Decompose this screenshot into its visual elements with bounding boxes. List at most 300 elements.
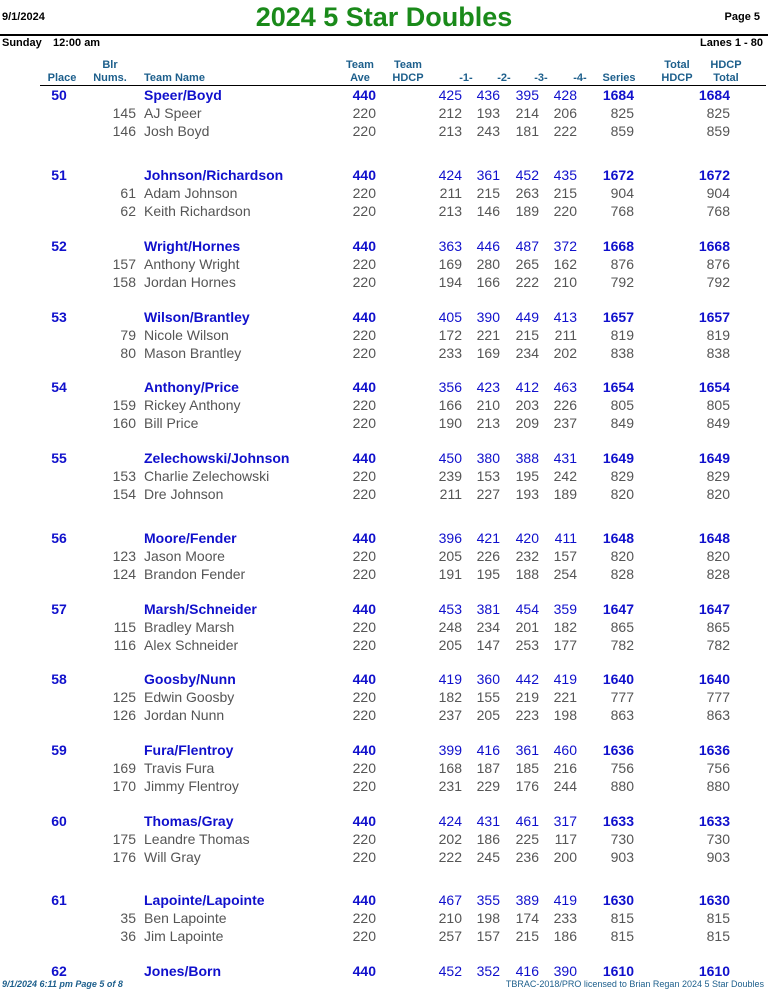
bowler-row (0, 927, 768, 945)
bowler-row (0, 273, 768, 291)
bowler-game-4: 221 (553, 689, 577, 705)
bowler-hdcp-total: 730 (706, 831, 730, 847)
team-hdcp-total: 1649 (698, 450, 730, 466)
team-game-2: 361 (476, 167, 500, 183)
bowler-number: 62 (120, 203, 136, 219)
bowler-hdcp-total: 819 (706, 327, 730, 343)
bowler-game-1: 169 (438, 256, 462, 272)
team-series: 1636 (602, 742, 634, 758)
bowler-name: Alex Schneider (144, 637, 239, 653)
bowler-game-4: 189 (553, 486, 577, 502)
bowler-game-1: 190 (438, 415, 462, 431)
bowler-game-4: 244 (553, 778, 577, 794)
team-series: 1610 (602, 963, 634, 979)
bowler-average: 220 (352, 637, 376, 653)
team-series: 1630 (602, 892, 634, 908)
bowler-average: 220 (352, 831, 376, 847)
bowler-game-2: 210 (476, 397, 500, 413)
bowler-game-3: 209 (515, 415, 539, 431)
session-time: 12:00 am (53, 37, 101, 49)
team-name: Marsh/Schneider (144, 601, 257, 617)
bowler-series: 820 (610, 486, 634, 502)
bowler-hdcp-total: 777 (706, 689, 730, 705)
team-place: 61 (51, 892, 67, 908)
team-name: Johnson/Richardson (144, 167, 284, 183)
bowler-game-2: 213 (476, 415, 500, 431)
team-game-4: 413 (553, 309, 577, 325)
bowler-name: Josh Boyd (144, 123, 210, 139)
team-average: 440 (352, 892, 376, 908)
bowler-game-1: 233 (438, 345, 462, 361)
bowler-number: 124 (112, 566, 136, 582)
bowler-row (0, 909, 768, 927)
bowler-average: 220 (352, 123, 376, 139)
team-place: 62 (51, 963, 67, 979)
bowler-game-4: 211 (554, 327, 577, 343)
team-game-3: 420 (515, 530, 539, 546)
bowler-game-3: 215 (515, 327, 539, 343)
bowler-series: 880 (610, 778, 634, 794)
team-name: Zelechowski/Johnson (144, 450, 290, 466)
bowler-name: Travis Fura (144, 760, 215, 776)
bowler-number: 169 (112, 760, 136, 776)
bowler-game-2: 226 (476, 548, 500, 564)
bowler-game-2: 186 (476, 831, 500, 847)
bowler-number: 35 (120, 910, 136, 926)
bowler-average: 220 (352, 345, 376, 361)
team-game-4: 390 (553, 963, 577, 979)
team-hdcp-total: 1684 (698, 87, 730, 103)
bowler-hdcp-total: 805 (706, 397, 730, 413)
bowler-game-1: 168 (438, 760, 462, 776)
bowler-row (0, 618, 768, 636)
team-game-3: 416 (515, 963, 539, 979)
bowler-game-1: 248 (438, 619, 462, 635)
col-team-hdcp (386, 59, 430, 85)
team-game-1: 396 (438, 530, 462, 546)
team-game-2: 352 (476, 963, 500, 979)
team-hdcp-total: 1672 (698, 167, 730, 183)
bowler-game-4: 216 (553, 760, 577, 776)
bowler-number: 36 (120, 928, 136, 944)
col-blr-nums (88, 59, 132, 85)
bowler-game-4: 254 (553, 566, 577, 582)
bowler-number: 145 (112, 105, 136, 121)
team-hdcp-total: 1630 (698, 892, 730, 908)
team-average: 440 (352, 309, 376, 325)
footer-left: 9/1/2024 6:11 pm Page 5 of 8 (2, 979, 123, 989)
bowler-series: 777 (610, 689, 634, 705)
bowler-game-1: 202 (438, 831, 462, 847)
bowler-game-3: 174 (515, 910, 539, 926)
team-game-3: 395 (515, 87, 539, 103)
bowler-row (0, 565, 768, 583)
team-series: 1640 (602, 671, 634, 687)
bowler-hdcp-total: 903 (706, 849, 730, 865)
bowler-name: Jordan Nunn (144, 707, 225, 723)
team-place: 52 (51, 238, 67, 254)
team-game-1: 467 (438, 892, 462, 908)
bowler-series: 805 (610, 397, 634, 413)
team-game-1: 450 (438, 450, 462, 466)
bowler-average: 220 (352, 707, 376, 723)
bowler-number: 175 (112, 831, 136, 847)
bowler-game-1: 205 (438, 548, 462, 564)
bowler-name: Jimmy Flentroy (144, 778, 239, 794)
bowler-game-2: 215 (476, 185, 500, 201)
bowler-game-2: 205 (476, 707, 500, 723)
bowler-game-2: 153 (476, 468, 500, 484)
col-team-hdcp-line2: HDCP (392, 72, 424, 84)
team-game-1: 425 (438, 87, 462, 103)
team-row (0, 308, 768, 326)
team-game-1: 399 (438, 742, 462, 758)
bowler-row (0, 414, 768, 432)
bowler-game-4: 162 (553, 256, 577, 272)
bowler-game-3: 195 (515, 468, 539, 484)
team-name: Moore/Fender (144, 530, 237, 546)
bowler-name: Nicole Wilson (144, 327, 229, 343)
team-game-4: 428 (553, 87, 577, 103)
team-average: 440 (352, 379, 376, 395)
bowler-series: 904 (610, 185, 634, 201)
team-place: 59 (51, 742, 67, 758)
bowler-game-4: 198 (553, 707, 577, 723)
bowler-hdcp-total: 825 (706, 105, 730, 121)
bowler-row (0, 396, 768, 414)
team-place: 50 (51, 87, 67, 103)
bowler-series: 768 (610, 203, 634, 219)
bowler-game-3: 185 (515, 760, 539, 776)
bowler-average: 220 (352, 468, 376, 484)
team-game-2: 416 (476, 742, 500, 758)
bowler-average: 220 (352, 274, 376, 290)
bowler-game-1: 172 (438, 327, 462, 343)
col-team-ave-line2: Ave (350, 72, 370, 84)
bowler-game-1: 210 (438, 910, 462, 926)
bowler-game-2: 193 (476, 105, 500, 121)
bowler-series: 815 (610, 928, 634, 944)
bowler-game-4: 220 (553, 203, 577, 219)
bowler-row (0, 547, 768, 565)
bowler-hdcp-total: 782 (706, 637, 730, 653)
bowler-series: 782 (610, 637, 634, 653)
page-number: Page 5 (724, 11, 760, 23)
bowler-row (0, 467, 768, 485)
bowler-series: 756 (610, 760, 634, 776)
bowler-game-2: 187 (476, 760, 500, 776)
team-name: Wright/Hornes (144, 238, 241, 254)
bowler-game-4: 117 (554, 831, 577, 847)
team-row (0, 237, 768, 255)
team-row (0, 166, 768, 184)
team-name: Lapointe/Lapointe (144, 892, 265, 908)
bowler-average: 220 (352, 778, 376, 794)
team-row (0, 891, 768, 909)
bowler-series: 903 (610, 849, 634, 865)
bowler-number: 125 (112, 689, 136, 705)
team-hdcp-total: 1636 (698, 742, 730, 758)
team-game-4: 460 (553, 742, 577, 758)
team-game-4: 359 (553, 601, 577, 617)
bowler-number: 160 (112, 415, 136, 431)
col-game-1: -1- (459, 72, 473, 84)
bowler-game-4: 200 (553, 849, 577, 865)
team-name: Fura/Flentroy (144, 742, 234, 758)
bowler-game-3: 225 (515, 831, 539, 847)
team-place: 55 (51, 450, 67, 466)
team-place: 54 (51, 379, 67, 395)
team-hdcp-total: 1668 (698, 238, 730, 254)
team-hdcp-total: 1657 (698, 309, 730, 325)
col-blr-line2: Nums. (93, 72, 127, 84)
bowler-game-4: 215 (553, 185, 577, 201)
team-name: Speer/Boyd (144, 87, 222, 103)
bowler-row (0, 830, 768, 848)
team-series: 1657 (602, 309, 634, 325)
bowler-game-1: 194 (438, 274, 462, 290)
bowler-row (0, 848, 768, 866)
team-block (0, 166, 768, 220)
bowler-average: 220 (352, 256, 376, 272)
team-game-2: 380 (476, 450, 500, 466)
team-game-2: 390 (476, 309, 500, 325)
team-name: Jones/Born (144, 963, 222, 979)
bowler-game-1: 191 (438, 566, 462, 582)
bowler-game-1: 211 (439, 486, 462, 502)
bowler-game-3: 219 (515, 689, 539, 705)
bowler-row (0, 202, 768, 220)
team-game-1: 405 (438, 309, 462, 325)
bowler-game-4: 202 (553, 345, 577, 361)
team-series: 1649 (602, 450, 634, 466)
bowler-game-2: 198 (476, 910, 500, 926)
team-average: 440 (352, 87, 376, 103)
team-block (0, 670, 768, 724)
team-average: 440 (352, 742, 376, 758)
bowler-game-2: 229 (476, 778, 500, 794)
bowler-game-4: 237 (553, 415, 577, 431)
col-total-hdcp-line2: HDCP (661, 72, 693, 84)
bowler-game-3: 193 (515, 486, 539, 502)
bowler-average: 220 (352, 760, 376, 776)
bowler-average: 220 (352, 566, 376, 582)
bowler-series: 825 (610, 105, 634, 121)
team-block (0, 237, 768, 291)
bowler-hdcp-total: 792 (706, 274, 730, 290)
bowler-game-4: 210 (553, 274, 577, 290)
team-game-2: 355 (476, 892, 500, 908)
team-average: 440 (352, 238, 376, 254)
team-game-3: 388 (515, 450, 539, 466)
team-game-3: 412 (515, 379, 539, 395)
bowler-game-1: 205 (438, 637, 462, 653)
team-game-4: 411 (554, 530, 577, 546)
team-row (0, 529, 768, 547)
bowler-name: Jason Moore (144, 548, 225, 564)
bowler-row (0, 706, 768, 724)
team-game-3: 452 (515, 167, 539, 183)
bowler-game-4: 222 (553, 123, 577, 139)
bowler-series: 865 (610, 619, 634, 635)
bowler-name: Brandon Fender (144, 566, 246, 582)
team-block (0, 86, 768, 140)
bowler-series: 838 (610, 345, 634, 361)
bowler-hdcp-total: 820 (706, 548, 730, 564)
team-game-2: 423 (476, 379, 500, 395)
bowler-row (0, 104, 768, 122)
team-row (0, 962, 768, 980)
bowler-game-2: 147 (476, 637, 500, 653)
bowler-average: 220 (352, 397, 376, 413)
team-average: 440 (352, 813, 376, 829)
team-name: Thomas/Gray (144, 813, 234, 829)
bowler-number: 79 (120, 327, 136, 343)
col-hdcp-total-line1: HDCP (710, 59, 742, 71)
bowler-game-4: 157 (553, 548, 577, 564)
bowler-number: 116 (113, 637, 136, 653)
bowler-number: 157 (112, 256, 136, 272)
bowler-hdcp-total: 876 (706, 256, 730, 272)
team-place: 60 (51, 813, 67, 829)
bowler-name: Dre Johnson (144, 486, 224, 502)
team-average: 440 (352, 963, 376, 979)
bowler-series: 863 (610, 707, 634, 723)
bowler-average: 220 (352, 928, 376, 944)
bowler-game-3: 189 (515, 203, 539, 219)
bowler-hdcp-total: 828 (706, 566, 730, 582)
bowler-series: 730 (610, 831, 634, 847)
bowler-game-3: 188 (515, 566, 539, 582)
team-place: 57 (51, 601, 67, 617)
bowler-hdcp-total: 815 (706, 928, 730, 944)
team-game-1: 363 (438, 238, 462, 254)
bowler-game-1: 211 (439, 185, 462, 201)
team-game-4: 419 (553, 892, 577, 908)
team-series: 1633 (602, 813, 634, 829)
bowler-game-4: 226 (553, 397, 577, 413)
bowler-game-2: 243 (476, 123, 500, 139)
bowler-row (0, 255, 768, 273)
bowler-game-3: 214 (515, 105, 539, 121)
bowler-name: Keith Richardson (144, 203, 251, 219)
col-total-hdcp-line1: Total (664, 59, 690, 71)
team-place: 56 (51, 530, 67, 546)
bowler-hdcp-total: 849 (706, 415, 730, 431)
bowler-average: 220 (352, 327, 376, 343)
bowler-row (0, 777, 768, 795)
bowler-series: 828 (610, 566, 634, 582)
bowler-hdcp-total: 820 (706, 486, 730, 502)
bowler-game-2: 245 (476, 849, 500, 865)
team-game-3: 389 (515, 892, 539, 908)
team-game-2: 431 (476, 813, 500, 829)
bowler-name: Jordan Hornes (144, 274, 236, 290)
bowler-name: Bill Price (144, 415, 199, 431)
col-game-2: -2- (497, 72, 511, 84)
session-day: Sunday (2, 37, 42, 49)
bowler-name: Will Gray (144, 849, 201, 865)
team-name: Wilson/Brantley (144, 309, 250, 325)
bowler-series: 859 (610, 123, 634, 139)
bowler-game-1: 231 (438, 778, 462, 794)
bowler-number: 123 (112, 548, 136, 564)
bowler-series: 829 (610, 468, 634, 484)
bowler-series: 819 (610, 327, 634, 343)
team-game-1: 452 (438, 963, 462, 979)
bowler-game-4: 233 (553, 910, 577, 926)
col-team-hdcp-line1: Team (394, 59, 422, 71)
bowler-name: Rickey Anthony (144, 397, 241, 413)
bowler-game-4: 186 (553, 928, 577, 944)
team-game-3: 454 (515, 601, 539, 617)
bowler-row (0, 122, 768, 140)
team-row (0, 741, 768, 759)
bowler-game-4: 182 (553, 619, 577, 635)
bowler-game-3: 176 (515, 778, 539, 794)
team-game-1: 356 (438, 379, 462, 395)
bowler-average: 220 (352, 689, 376, 705)
bowler-series: 820 (610, 548, 634, 564)
bowler-average: 220 (352, 203, 376, 219)
report-title: 2024 5 Star Doubles (255, 2, 513, 32)
bowler-hdcp-total: 865 (706, 619, 730, 635)
bowler-hdcp-total: 838 (706, 345, 730, 361)
bowler-hdcp-total: 815 (706, 910, 730, 926)
team-row (0, 449, 768, 467)
col-game-3: -3- (534, 72, 548, 84)
footer-right: TBRAC-2018/PRO licensed to Brian Regan 2024 5 Star Doubles (505, 979, 764, 989)
team-game-2: 446 (476, 238, 500, 254)
team-game-3: 461 (515, 813, 539, 829)
team-series: 1654 (602, 379, 634, 395)
bowler-hdcp-total: 829 (706, 468, 730, 484)
bowler-number: 61 (120, 185, 136, 201)
bowler-name: Charlie Zelechowski (144, 468, 270, 484)
bowler-game-4: 177 (553, 637, 577, 653)
bowler-game-1: 182 (438, 689, 462, 705)
team-average: 440 (352, 601, 376, 617)
team-game-4: 317 (553, 813, 577, 829)
bowler-number: 153 (112, 468, 136, 484)
bowler-name: Mason Brantley (144, 345, 242, 361)
team-game-2: 436 (476, 87, 500, 103)
bowler-number: 154 (112, 486, 136, 502)
bowler-game-3: 222 (515, 274, 539, 290)
bowler-name: Ben Lapointe (144, 910, 227, 926)
team-game-2: 360 (476, 671, 500, 687)
team-hdcp-total: 1647 (698, 601, 730, 617)
bowler-row (0, 184, 768, 202)
bowler-game-2: 155 (476, 689, 500, 705)
bowler-number: 126 (112, 707, 136, 723)
col-team-ave (336, 59, 384, 85)
bowler-hdcp-total: 904 (706, 185, 730, 201)
col-place: Place (47, 72, 77, 84)
team-game-3: 449 (515, 309, 539, 325)
team-hdcp-total: 1633 (698, 813, 730, 829)
col-game-4: -4- (573, 72, 587, 84)
bowler-game-4: 206 (553, 105, 577, 121)
col-hdcp-total-line2: Total (713, 72, 739, 84)
team-row (0, 812, 768, 830)
bowler-game-3: 203 (515, 397, 539, 413)
team-block (0, 529, 768, 583)
bowler-game-2: 234 (476, 619, 500, 635)
bowler-game-2: 227 (476, 486, 500, 502)
bowler-game-1: 213 (438, 203, 462, 219)
bowler-game-3: 236 (515, 849, 539, 865)
